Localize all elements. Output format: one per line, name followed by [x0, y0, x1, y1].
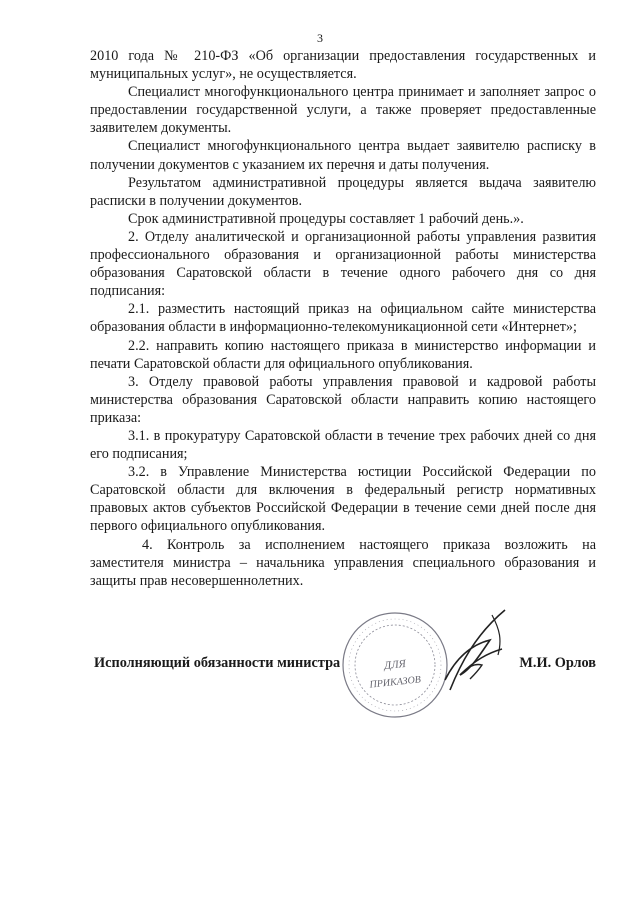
signatory-title: Исполняющий обязанности министра	[94, 655, 341, 671]
paragraph: Специалист многофункционального центра принимает и заполняет запрос о предоставлении государственной услуги, а также проверяет предоставленные заявителем документы.	[90, 84, 596, 137]
paragraph: 4. Контроль за исполнением настоящего приказа возложить на заместителя министра – начальника управления специального образования и защиты прав несовершеннолетних.	[90, 536, 596, 589]
page-number: 3	[317, 31, 323, 45]
paragraph: 2010 года № 210-ФЗ «Об организации предоставления государственных и муниципальных услуг», не осуществляется.	[90, 48, 596, 83]
paragraph: 2.2. направить копию настоящего приказа в министерство информации и печати Саратовской области для официального опубликования.	[90, 337, 596, 372]
stamp-text-line: ДЛЯ	[383, 657, 407, 673]
paragraph: 2.1. разместить настоящий приказ на официальном сайте министерства образования области в информационно-телекомуникационной сети «Интернет»;	[90, 301, 596, 336]
paragraph: 3.1. в прокуратуру Саратовской области в течение трех рабочих дней со дня его подписания;	[90, 427, 596, 463]
paragraph: Результатом административной процедуры является выдача заявителю расписки в получении документов.	[90, 174, 596, 209]
paragraph: Срок административной процедуры составляет 1 рабочий день.».	[128, 210, 524, 227]
signatory-name: М.И. Орлов	[519, 655, 596, 671]
paragraph: Специалист многофункционального центра выдает заявителю расписку в получении документов с указанием их перечня и даты получения.	[90, 138, 596, 173]
paragraph: 3.2. в Управление Министерства юстиции Российской Федерации по Саратовской области для включения в федеральный регистр нормативных правовых актов субъектов Российской Федерации в течение семи дней после дня первого официального опубликования.	[90, 464, 596, 535]
stamp-text-line: ПРИКАЗОВ	[369, 674, 422, 691]
paragraph: 2. Отделу аналитической и организационной работы управления развития профессионального образования и организационной работы министерства образования Саратовской области в течение одного рабочего дня со дня подписания:	[90, 228, 596, 300]
handwritten-signature	[430, 605, 520, 700]
document-body	[90, 47, 596, 590]
paragraph: 3. Отделу правовой работы управления правовой и кадровой работы министерства образования Саратовской области направить копию настоящего приказа:	[90, 373, 596, 426]
